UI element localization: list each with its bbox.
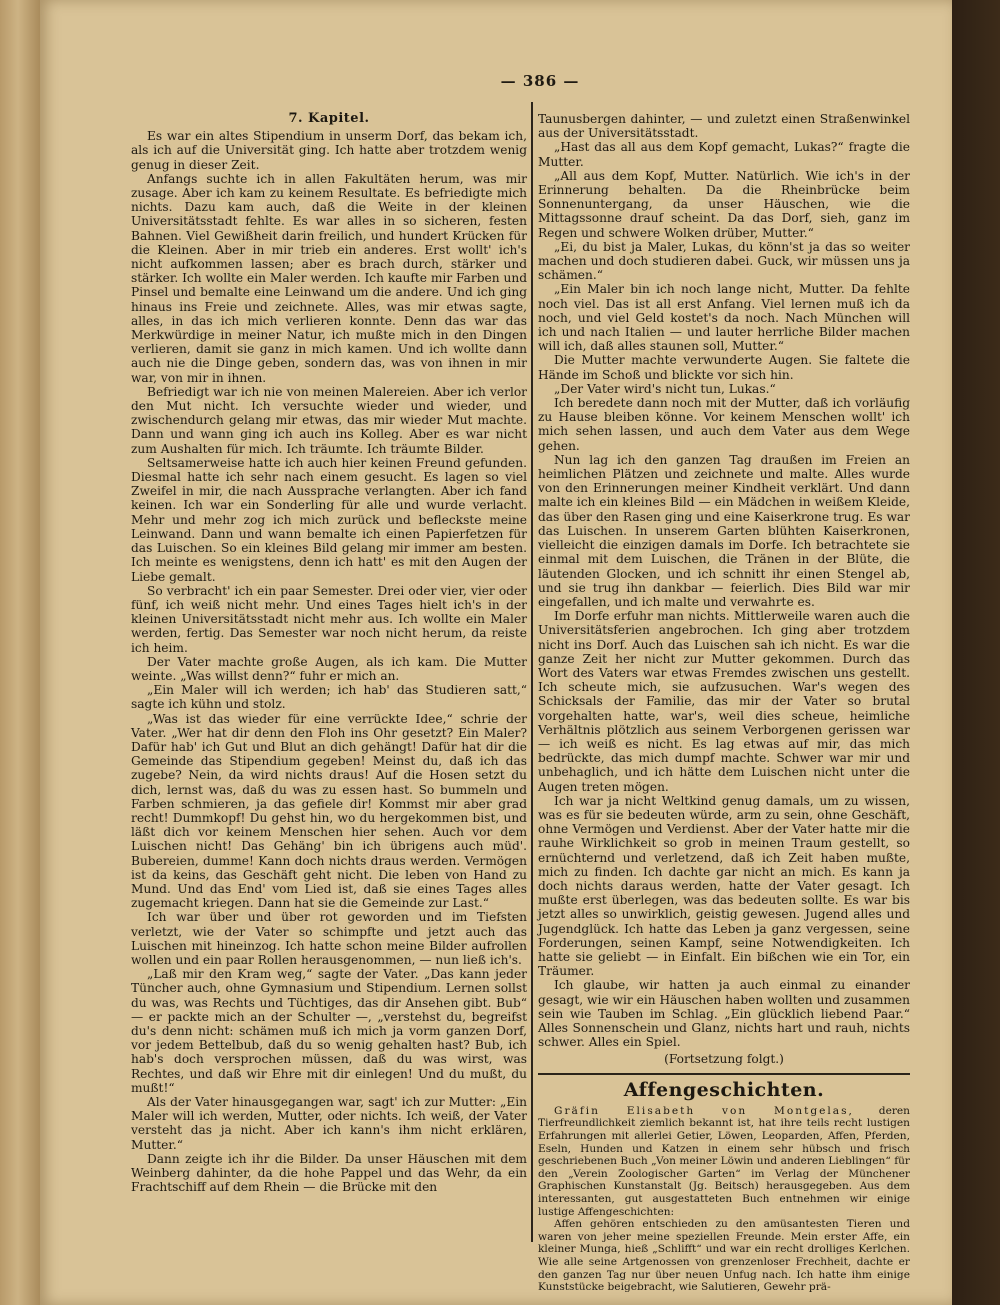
paragraph: Dann zeigte ich ihr die Bilder. Da unser Häuschen mit dem Weinberg dahinter, da die hohe Pappel und das Wehr, da ein Frachtschiff auf dem Rhein — die Brücke mit den xyxy=(131,1151,527,1195)
book-binding-edge xyxy=(952,0,1000,1305)
page-number-line xyxy=(0,72,1000,90)
paragraph: „Ein Maler will ich werden; ich hab' das Studieren satt,“ sagte ich kühn und stolz. xyxy=(131,683,527,712)
section-intro xyxy=(538,1105,910,1218)
column-rule xyxy=(531,102,533,1242)
paragraph: „Der Vater wird's nicht tun, Lukas.“ xyxy=(554,381,776,396)
section-divider xyxy=(538,1073,910,1075)
paragraph: Ich war ja nicht Weltkind genug damals, um zu wissen, was es für sie bedeuten würde, arm zu sein, ohne Geschäft, ohne Vermögen und Verdienst. Aber der Vater hatte mir die rauhe Wirklichkeit so grob in meinen Traum gestellt, so ernüchternd und verletzend, daß ich Zeit haben mußte, mich zu finden. Ich dachte gar nicht an mich. Es kann ja doch nichts daraus werden, hatte der Vater gesagt. Ich mußte erst überlegen, was das bedeuten sollte. Es war bis jetzt alles so unwirklich, geistig gewesen. Jugend alles und Jugendglück. Ich hatte das Leben ja ganz vergessen, seine Forderungen, seinen Kampf, seine Notwendigkeiten. Ich hatte sie geliebt — in Einfalt. Ein bißchen wie ein Tor, ein Träumer. xyxy=(538,793,910,979)
left-column xyxy=(131,112,527,1194)
paragraph: Als der Vater hinausgegangen war, sagt' ich zur Mutter: „Ein Maler will ich werden, Mutter, oder nichts. Ich weiß, der Vater versteht das ja nicht. Aber ich kann's ihm nicht erklären, Mutter.“ xyxy=(131,1095,527,1152)
paragraph: „Ei, du bist ja Maler, Lukas, du könn'st ja das so weiter machen und doch studieren dabei. Guck, wir müssen uns ja schämen.“ xyxy=(538,239,910,283)
paragraph: Ich war über und über rot geworden und im Tiefsten verletzt, wie der Vater so schimpfte und jetzt auch das Luischen mit hineinzog. Ich hatte schon meine Bilder aufrollen wollen und ein paar Rollen herausgenommen, — nun ließ ich's. xyxy=(131,910,527,967)
paragraph: Die Mutter machte verwunderte Augen. Sie faltete die Hände im Schoß und blickte vor sich hin. xyxy=(538,353,910,382)
paragraph: Seltsamerweise hatte ich auch hier keinen Freund gefunden. Diesmal hatte ich sehr nach einem gesucht. Es lagen so viel Zweifel in mir, die nach Aussprache verlangten. Aber ich fand keinen. Ich war ein Sonderling für alle und wurde verlacht. Mehr und mehr zog ich mich zurück und befleckste meine Leinwand. Dann und wann bemalte ich einen Papierfetzen für das Luischen. So ein kleines Bild gelang mir immer am besten. Ich meinte es wenigstens, denn ich hatt' es mit den Augen der Liebe gemalt. xyxy=(131,455,527,584)
section-title: Affengeschichten. xyxy=(623,1078,825,1101)
paragraph: „Laß mir den Kram weg,“ sagte der Vater. „Das kann jeder Tüncher auch, ohne Gymnasium und Stipendium. Lernen sollst du was, was Rechts und Tüchtiges, das dir Ansehen gibt. Bub“ — er packte mich an der Schulter —, „verstehst du, begreifst du's denn nicht: schämen muß ich mich ja vorm ganzen Dorf, vor jedem Bettelbub, daß du so wenig gehalten hast? Bub, ich hab's doch versprochen müssen, daß du was wirst, was Rechtes, und daß wir Ehre mit dir einlegen! Und du mußt, du mußt!“ xyxy=(131,967,527,1095)
page-number: — 386 — xyxy=(500,72,580,90)
paragraph: Befriedigt war ich nie von meinen Malereien. Aber ich verlor den Mut nicht. Ich versuchte wieder und wieder, und zwischendurch gelang mir etwas, das mir wieder Mut machte. Dann und wann ging ich auch ins Kolleg. Aber es war nicht zum Aushalten für mich. Ich träumte. Ich träumte Bilder. xyxy=(131,384,527,456)
paragraph: „Was ist das wieder für eine verrückte Idee,“ schrie der Vater. „Wer hat dir denn den Floh ins Ohr gesetzt? Ein Maler? Dafür hab' ich Gut und Blut an dich gehängt! Dafür hat dir die Gemeinde das Stipendium gegeben! Meinst du, daß ich das zugebe? Nein, da wird nichts draus! Auf die Hosen setzt du dich, lernst was, daß du was zu essen hast. So bummeln und Farben schmieren, ja das gefiele dir! Kommst mir aber grad recht! Dummkopf! Du gehst hin, wo du hergekommen bist, und läßt dich vor keinem Menschen hier sehen. Auch vor dem Luischen nicht! Das Gehäng' bin ich übrigens auch müd'. Bubereien, dumme! Kann doch nichts draus werden. Vermögen ist da keins, das Geschäft geht nicht. Die leben von Hand zu Mund. Und das End' vom Lied ist, daß sie eines Tages alles zugemacht kriegen. Dann hat sie die Gemeinde zur Last.“ xyxy=(131,711,527,911)
chapter-title: 7. Kapitel. xyxy=(288,111,370,126)
paragraph: Ich beredete dann noch mit der Mutter, daß ich vorläufig zu Hause bleiben könne. Vor keinem Menschen wollt' ich mich sehen lassen, und auch dem Vater aus dem Wege gehen. xyxy=(538,396,910,453)
paragraph: Anfangs suchte ich in allen Fakultäten herum, was mir zusage. Aber ich kam zu keinem Resultate. Es befriedigte mich nichts. Dazu kam auch, daß die Weite in der kleinen Universitätsstadt fehlte. Es war alles in so sicheren, festen Bahnen. Viel Gewißheit darin freilich, und hundert Krücken für die Kleinen. Aber in mir trieb ein anderes. Erst wollt' ich's nicht aufkommen lassen; aber es brach durch, stärker und stärker. Ich wollte ein Maler werden. Ich kaufte mir Farben und Pinsel und bemalte eine Leinwand um die andere. Und ich ging hinaus ins Freie und zeichnete. Alles, was mir etwas sagte, alles, in das ich mich verlieren konnte. Denn das war das Merkwürdige in meiner Natur, ich mußte mich in den Dingen verlieren, damit sie ganz in mich kamen. Und ich wollte dann auch nie die Dinge geben, sondern das, was von ihnen in mir war, von mir in ihnen. xyxy=(131,171,527,385)
continuation-note: (Fortsetzung folgt.) xyxy=(664,1052,784,1067)
paragraph: „Hast das all aus dem Kopf gemacht, Lukas?“ fragte die Mutter. xyxy=(538,140,910,169)
paragraph: Nun lag ich den ganzen Tag draußen im Freien an heimlichen Plätzen und zeichnete und malte. Alles wurde von den Erinnerungen meiner Kindheit verklärt. Und dann malte ich ein kleines Bild — ein Mädchen in weißem Kleide, das über den Rasen ging und eine Kaiserkrone trug. Es war das Luischen. In unserem Garten blühten Kaiserkronen, vielleicht die einzigen damals im Dorfe. Ich betrachtete sie einmal mit dem Luischen, die Tränen in der Blüte, die läutenden Glocken, und ich schnitt ihr einen Stengel ab, und sie trug ihn dankbar — feierlich. Dies Bild war mir eingefallen, und ich malte und verwahrte es. xyxy=(538,452,910,609)
section-paragraph: Affen gehören entschieden zu den amüsantesten Tieren und waren von jeher meine speziellen Freunde. Mein erster Affe, ein kleiner Munga, hieß „Schlifft“ und war ein recht drolliges Kerlchen. Wie alle seine Artgenossen von grenzenloser Frechheit, dachte er den ganzen Tag nur über neuen Unfug nach. Ich hatte ihm einige Kunststücke beigebracht, wie Salutieren, Gewehr prä- xyxy=(538,1218,910,1294)
paragraph: „All aus dem Kopf, Mutter. Natürlich. Wie ich's in der Erinnerung behalten. Da die Rheinbrücke beim Sonnenuntergang, da unser Häuschen, wie die Mittagssonne drauf scheint. Da das Dorf, sieh, ganz im Regen und schwere Wolken drüber, Mutter.“ xyxy=(538,168,910,240)
paragraph: Im Dorfe erfuhr man nichts. Mittlerweile waren auch die Universitätsferien angebrochen. Ich ging aber trotzdem nicht ins Dorf. Auch das Luischen sah ich nicht. Es war die ganze Zeit her nicht zur Mutter gekommen. Durch das Wort des Vaters war etwas Fremdes zwischen uns gestellt. Ich scheute mich, sie aufzusuchen. War's wegen des Schicksals der Familie, das mir der Vater so brutal vorgehalten hatte, war's, weil dies scheue, heimliche Verhältnis plötzlich aus seinem Verborgenen gerissen war — ich weiß es nicht. Es lag etwas auf mir, das mich bedrückte, das mich dumpf machte. Schwer war mir und unbehaglich, und ich hätte dem Luischen nicht unter die Augen treten mögen. xyxy=(538,609,910,794)
paragraph: So verbracht' ich ein paar Semester. Drei oder vier, vier oder fünf, ich weiß nicht mehr. Und eines Tages hielt ich's in der kleinen Universitätsstadt nicht mehr aus. Ich wollte ein Maler werden, fertig. Das Semester war noch nicht herum, da reiste ich heim. xyxy=(131,583,527,655)
previous-page-edge xyxy=(0,0,40,1305)
right-column xyxy=(538,112,910,1294)
paragraph: Ich glaube, wir hatten ja auch einmal zu einander gesagt, wie wir ein Häuschen haben wollten und zusammen sein wie Tauben im Schlag. „Ein glücklich liebend Paar.“ Alles Sonnenschein und Glanz, nichts hart und rauh, nichts schwer. Alles ein Spiel. xyxy=(538,978,910,1050)
paragraph: „Ein Maler bin ich noch lange nicht, Mutter. Da fehlte noch viel. Das ist all erst Anfang. Viel lernen muß ich da noch, und viel Geld kostet's da noch. Nach München will ich und nach Italien — und lauter herrliche Bilder machen will ich, daß alles staunen soll, Mutter.“ xyxy=(538,282,910,354)
section-intro-text: deren Tierfreundlichkeit ziemlich bekannt ist, hat ihre teils recht lustigen Erfahrungen mit allerlei Getier, Löwen, Leoparden, Affen, Pferden, Eseln, Hunden und Katzen in einem sehr hübsch und frisch geschriebenen Buch „Von meiner Löwin und anderen Lieblingen“ für den „Verein Zoologischer Garten“ im Verlag der Münchener Graphischen Kunstanstalt (Jg. Beitsch) herausgegeben. Aus dem interessanten, gut ausgestatteten Buch entnehmen wir einige lustige Affengeschichten: xyxy=(538,1104,910,1218)
section-intro-author: Gräfin Elisabeth von Montgelas, xyxy=(554,1104,854,1117)
paragraph: Es war ein altes Stipendium in unserm Dorf, das bekam ich, als ich auf die Universität ging. Ich hatte aber trotzdem wenig genug in dieser Zeit. xyxy=(131,129,527,172)
paragraph-continuation: Taunusbergen dahinter, — und zuletzt einen Straßenwinkel aus der Universitätsstadt. xyxy=(538,112,910,141)
paragraph: Der Vater machte große Augen, als ich kam. Die Mutter weinte. „Was willst denn?“ fuhr er mich an. xyxy=(131,654,527,683)
